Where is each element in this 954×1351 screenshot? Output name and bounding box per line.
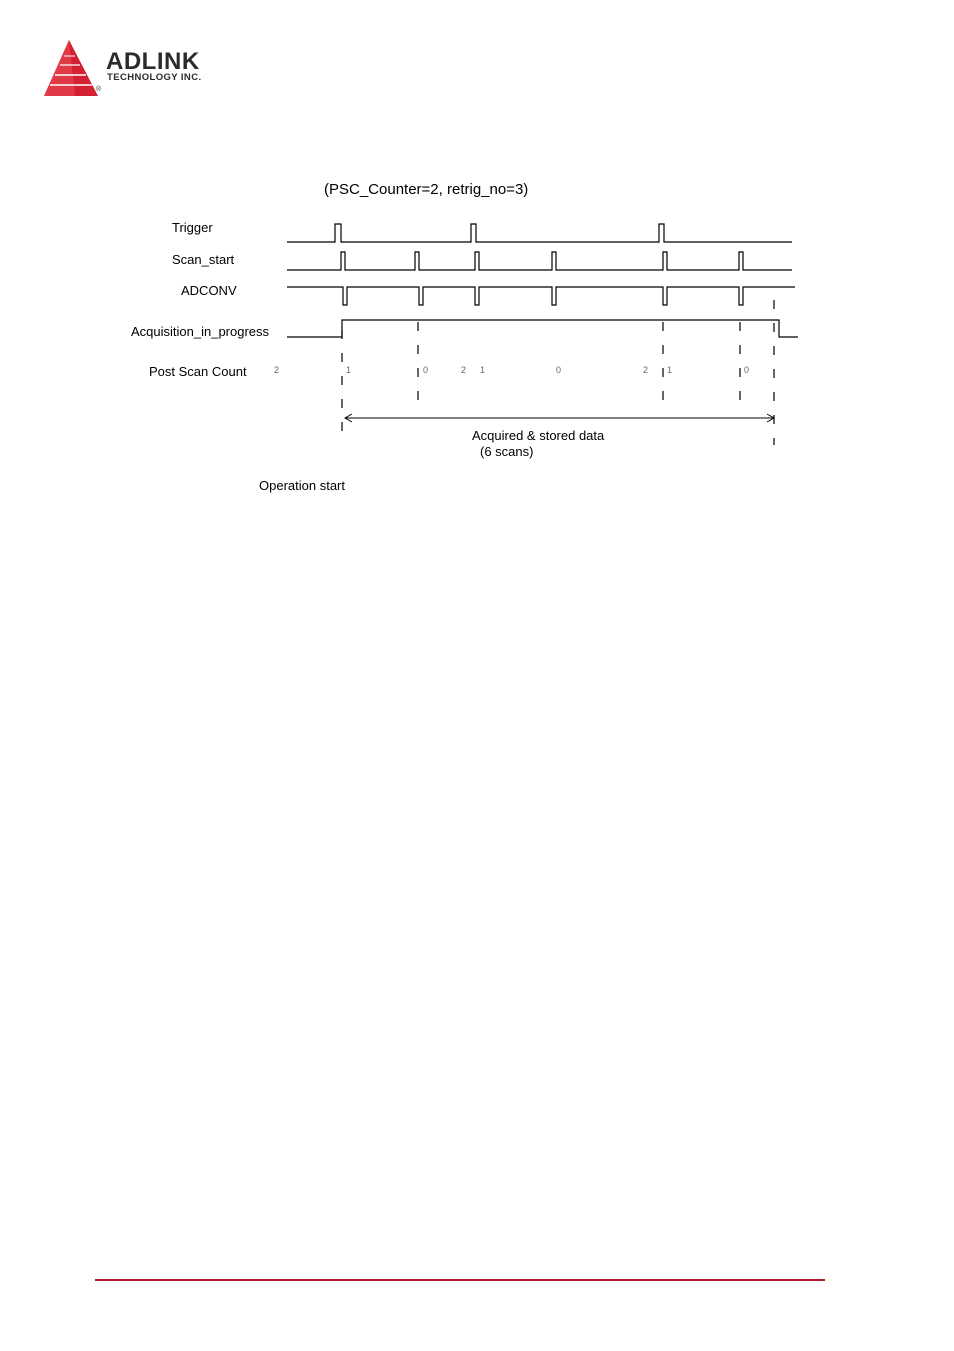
operation-start-label: Operation start	[259, 478, 345, 493]
scans-count-label: (6 scans)	[480, 444, 534, 459]
trigger-label: Trigger	[172, 220, 213, 235]
adconv-waveform	[287, 287, 795, 305]
post-scan-count-value: 2	[643, 365, 649, 375]
post-scan-count-value: 2	[461, 365, 467, 375]
post-scan-count-value: 1	[480, 365, 486, 375]
acquired-data-label: Acquired & stored data	[472, 428, 605, 443]
post-scan-count-value: 0	[744, 365, 750, 375]
footer-rule	[95, 1279, 825, 1281]
post-scan-count-value: 1	[346, 365, 352, 375]
acquisition-label: Acquisition_in_progress	[131, 324, 270, 339]
adconv-label: ADCONV	[181, 283, 237, 298]
diagram-title: (PSC_Counter=2, retrig_no=3)	[324, 181, 529, 198]
timing-diagram	[0, 0, 954, 520]
registered-mark: ®	[96, 86, 102, 93]
post-scan-count-label: Post Scan Count	[149, 364, 247, 379]
scan-start-label: Scan_start	[172, 252, 235, 267]
logo-subtitle: TECHNOLOGY INC.	[107, 72, 202, 83]
trigger-waveform	[287, 224, 792, 242]
logo-name: ADLINK	[106, 48, 200, 75]
post-scan-count-value: 0	[423, 365, 429, 375]
acquisition-waveform	[287, 320, 798, 337]
post-scan-count-value: 1	[667, 365, 673, 375]
scan-start-waveform	[287, 252, 792, 270]
post-scan-count-value: 2	[274, 365, 280, 375]
post-scan-count-value: 0	[556, 365, 562, 375]
